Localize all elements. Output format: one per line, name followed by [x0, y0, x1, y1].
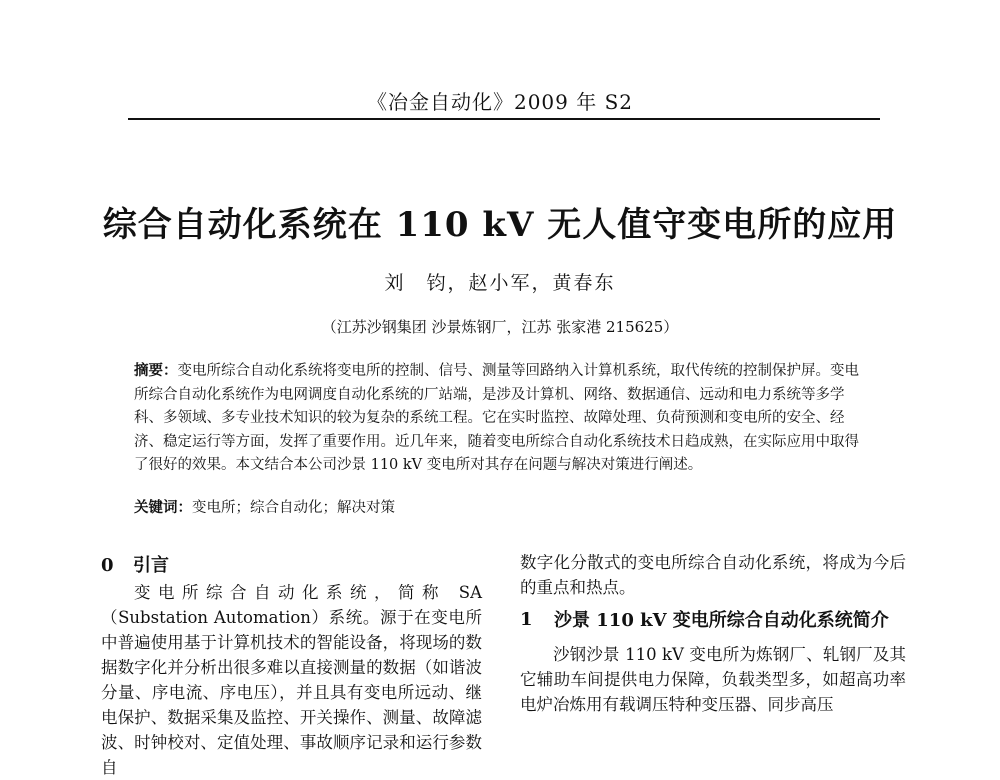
- section-1-title: 沙景 110 kV 变电所综合自动化系统简介: [554, 610, 889, 631]
- section-1-number: 1: [520, 609, 533, 630]
- keywords: [134, 496, 872, 521]
- paper-title: 综合自动化系统在 110 kV 无人值守变电所的应用: [102, 205, 898, 245]
- continuation-paragraph: 数字化分散式的变电所综合自动化系统，将成为今后的重点和热点。: [520, 553, 906, 597]
- section-0-title: 引言: [133, 555, 169, 576]
- section-1-heading: [520, 606, 906, 636]
- abstract-label: 摘要：: [134, 362, 178, 379]
- header-rule: [128, 118, 880, 120]
- keywords-text: 变电所；综合自动化；解决对策: [192, 500, 395, 516]
- right-column: [520, 550, 906, 717]
- section-0-number: 0: [101, 555, 114, 576]
- section-0-paragraph: 变电所综合自动化系统，简称 SA（Substation Automation）系统。源于在变电所中普遍使用基于计算机技术的智能设备，将现场的数据数字化并分析出很多难以直接测量的数据（如谐波分量、序电流、序电压），并且具有变电所远动、继电保护、数据采集及监控、开关操作、测量、故障滤波、时钟校对、定值处理、事故顺序记录和运行参数自: [101, 583, 482, 777]
- affiliation: （江苏沙钢集团 沙景炼钢厂，江苏 张家港 215625）: [321, 318, 679, 336]
- abstract-text: 变电所综合自动化系统将变电所的控制、信号、测量等回路纳入计算机系统，取代传统的控制保护屏。变电所综合自动化系统作为电网调度自动化系统的厂站端，是涉及计算机、网络、数据通信、远动和电力系统等多学科、多领域、多专业技术知识的较为复杂的系统工程。它在实时监控、故障处理、负荷预测和变电所的安全、经济、稳定运行等方面，发挥了重要作用。近几年来，随着变电所综合自动化系统技术日趋成熟，在实际应用中取得了很好的效果。本文结合本公司沙景 110 kV 变电所对其存在问题与解决对策进行阐述。: [134, 363, 859, 473]
- keywords-label: 关键词：: [134, 499, 192, 516]
- abstract: [134, 359, 872, 478]
- section-0-heading: [101, 552, 482, 580]
- running-head: 《冶金自动化》2009 年 S2: [366, 90, 634, 114]
- section-1-paragraph: 沙钢沙景 110 kV 变电所为炼钢厂、轧钢厂及其它辅助车间提供电力保障，负载类型多，如超高功率电炉冶炼用有载调压特种变压器、同步高压: [520, 645, 906, 714]
- authors: 刘 钧，赵小军，黄春东: [384, 272, 616, 294]
- left-column: [101, 552, 482, 780]
